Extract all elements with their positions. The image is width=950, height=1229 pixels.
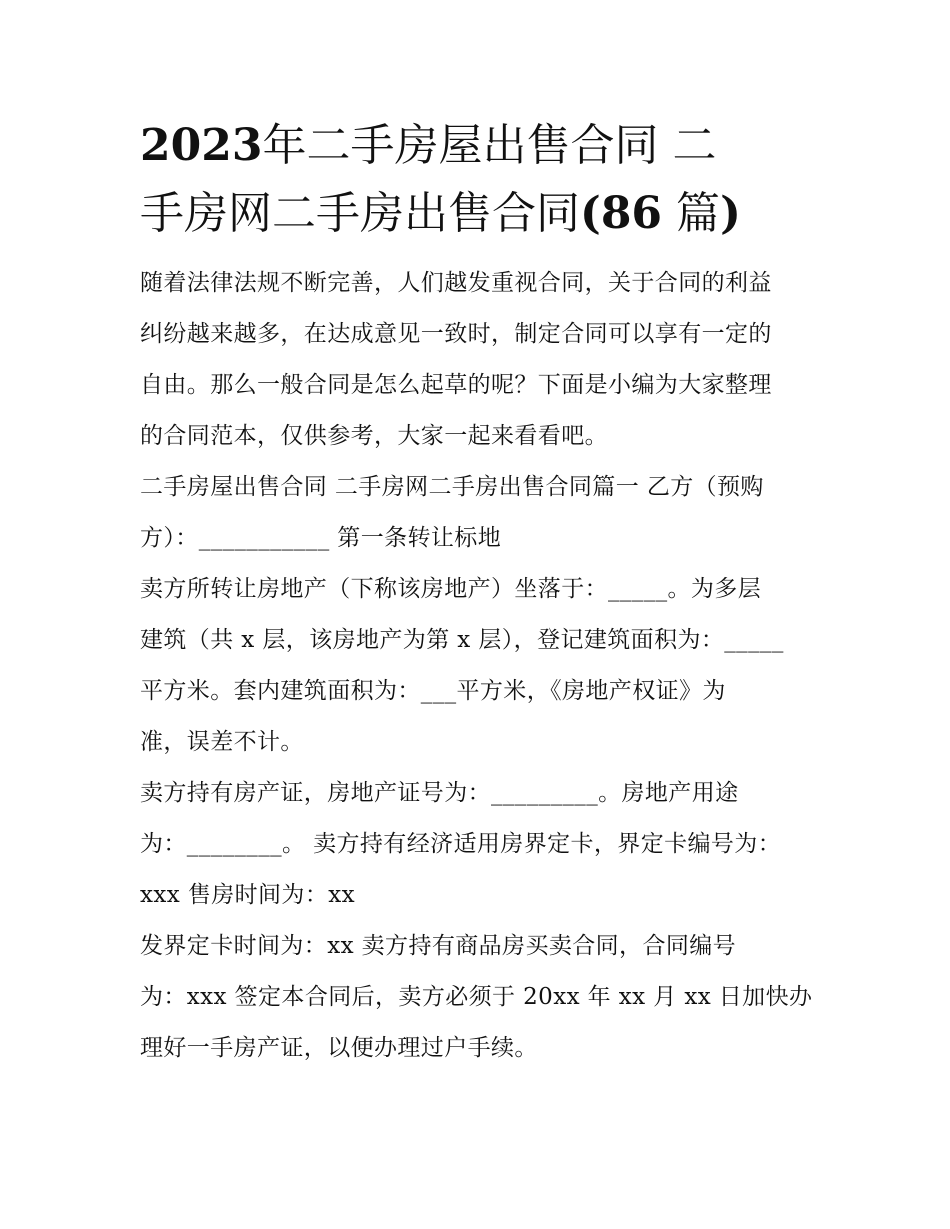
body-line: 卖方持有房产证，房地产证号为：_________。房地产用途 [140,780,739,806]
body-line: 理好一手房产证，以便办理过户手续。 [140,1035,538,1061]
body-line: 准，误差不计。 [140,729,304,755]
body-line: 的合同范本，仅供参考，大家一起来看看吧。 [140,423,608,449]
body-line: 发界定卡时间为：xx 卖方持有商品房买卖合同，合同编号 [140,933,737,959]
body-line: 随着法律法规不断完善，人们越发重视合同，关于合同的利益 [140,270,772,296]
document-page [140,112,820,1074]
body-line: 平方米。套内建筑面积为：___平方米，《房地产权证》为 [140,678,726,704]
body-line: 为：________。 卖方持有经济适用房界定卡，界定卡编号为： [140,831,782,857]
body-line: 方）：___________ 第一条转让标地 [140,525,502,551]
body-line: xxx 售房时间为：xx [140,882,355,908]
title-count: (86 [580,188,663,239]
title-count-unit: 篇 [662,188,721,239]
title-close-paren: ) [720,188,741,239]
title-line-1 [140,112,820,180]
title-line-1-text: 年二手房屋出售合同 二 [262,120,717,171]
body-text [140,258,820,1074]
title-line-2 [140,180,820,248]
title-year: 2023 [140,120,263,171]
body-line: 卖方所转让房地产（下称该房地产）坐落于：_____。为多层 [140,576,762,602]
body-line: 建筑（共 x 层，该房地产为第 x 层），登记建筑面积为：_____ [140,627,784,653]
title-line-2-text: 手房网二手房出售合同 [140,188,580,239]
document-title [140,112,820,248]
body-line: 二手房屋出售合同 二手房网二手房出售合同篇一 乙方（预购 [140,474,764,500]
body-line: 为：xxx 签定本合同后，卖方必须于 20xx 年 xx 月 xx 日加快办 [140,984,813,1010]
body-line: 纠纷越来越多，在达成意见一致时，制定合同可以享有一定的 [140,321,772,347]
body-line: 自由。那么一般合同是怎么起草的呢？下面是小编为大家整理 [140,372,772,398]
